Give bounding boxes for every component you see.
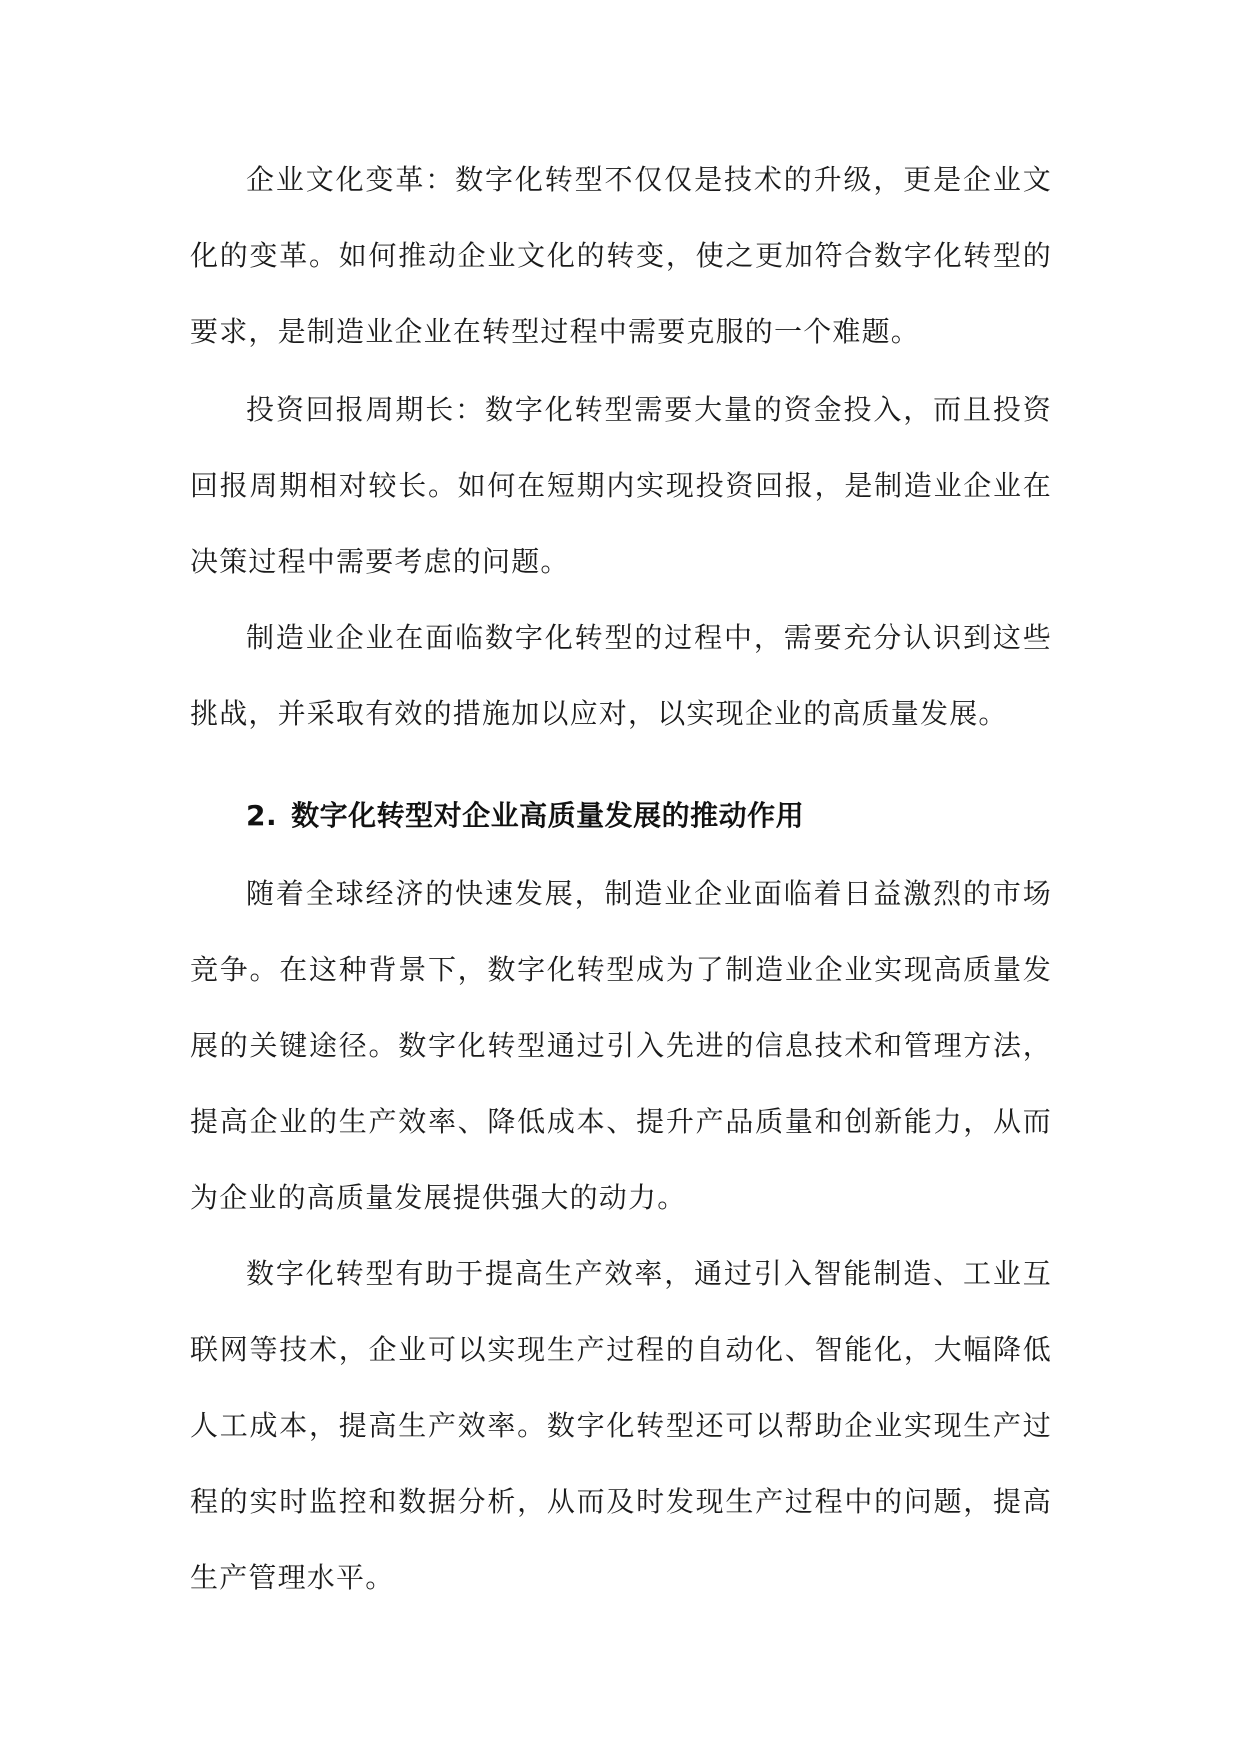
paragraph-challenges-summary: 制造业企业在面临数字化转型的过程中，需要充分认识到这些挑战，并采取有效的措施加以应对，以实现企业的高质量发展。: [190, 621, 1052, 730]
document-body: [190, 142, 1052, 1616]
section-title: 数字化转型对企业高质量发展的推动作用: [291, 799, 805, 832]
paragraph-investment-return: 投资回报周期长：数字化转型需要大量的资金投入，而且投资回报周期相对较长。如何在短期内实现投资回报，是制造业企业在决策过程中需要考虑的问题。: [190, 393, 1052, 578]
paragraph-production-efficiency: 数字化转型有助于提高生产效率，通过引入智能制造、工业互联网等技术，企业可以实现生产过程的自动化、智能化，大幅降低人工成本，提高生产效率。数字化转型还可以帮助企业实现生产过程的实时监控和数据分析，从而及时发现生产过程中的问题，提高生产管理水平。: [190, 1257, 1052, 1594]
paragraph-key-path: 随着全球经济的快速发展，制造业企业面临着日益激烈的市场竞争。在这种背景下，数字化转型成为了制造业企业实现高质量发展的关键途径。数字化转型通过引入先进的信息技术和管理方法，提高企业的生产效率、降低成本、提升产品质量和创新能力，从而为企业的高质量发展提供强大的动力。: [190, 877, 1052, 1214]
paragraph-corporate-culture: 企业文化变革：数字化转型不仅仅是技术的升级，更是企业文化的变革。如何推动企业文化的转变，使之更加符合数字化转型的要求，是制造业企业在转型过程中需要克服的一个难题。: [190, 163, 1052, 348]
section-number: 2.: [246, 799, 278, 832]
section-heading: [190, 752, 1052, 856]
